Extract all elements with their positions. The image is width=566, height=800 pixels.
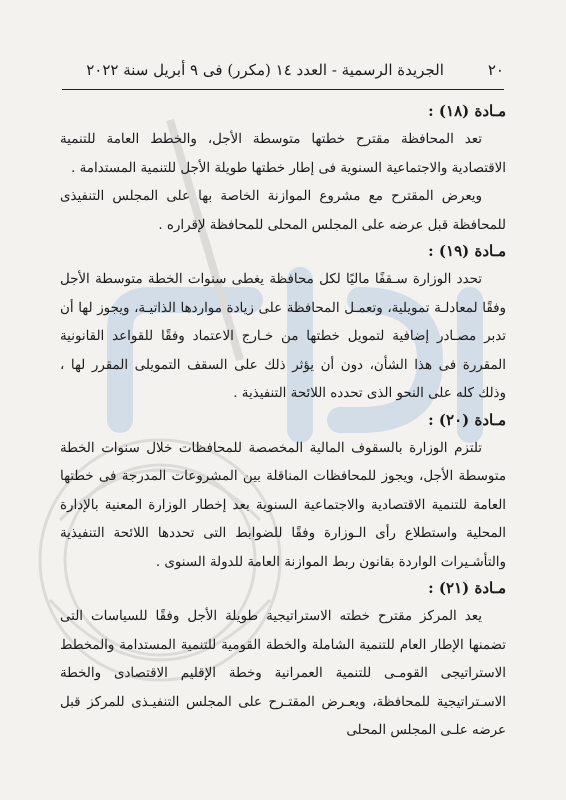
article-heading: مـادة (٢١) : — [428, 579, 506, 597]
article-21 — [60, 577, 506, 746]
article-paragraph: تحدد الوزارة سـقفًا ماليًا لكل محافظة يغطى سنوات الخطة متوسطة الأجل وفقًا لمعادلـة تمويلية، وتعمـل المحافظة على زيادة مواردها الذاتيـة، ويجوز لها أن تدبر مصـادر إضافية لتمويل خطتها من خـارج الاعتماد وفقًا للقواعد القانونية المقررة فى هذا الشأن، دون أن يؤثر ذلك على السقف التمويلى المقرر لها ، وذلك كله على النحو الذى تحدده اللائحة التنفيذية . — [60, 272, 506, 401]
running-title: الجريدة الرسمية - العدد ١٤ (مكرر) فى ٩ أبريل سنة ٢٠٢٢ — [86, 61, 444, 79]
article-paragraph: تلتزم الوزارة بالسقوف المالية المخصصة للمحافظات خلال سنوات الخطة متوسطة الأجل، ويجوز للمحافظات المناقلة بين المشروعات المدرجة فى خطتها العامة للتنمية الاقتصادية والاجتماعية السنوية بعد إخطار الوزارة المعنية بالإدارة المحلية واستطلاع رأى الـوزارة وفقًا للضوابط التى تحددها اللائحة التنفيذية والتأشـيرات الواردة بقانون ربط الموازنة العامة للدولة السنوى . — [60, 440, 506, 570]
article-19 — [60, 240, 506, 409]
header-divider — [62, 89, 504, 90]
article-paragraph: يعد المركز مقترح خطته الاستراتيجية طويلة الأجل وفقًا للسياسات التى تضمنها الإطار العام للتنمية الشاملة والخطة القومية للتنمية المستدامة والمخطط الاستراتيجى القومـى للتنمية العمرانية وخطة الإقليم الاقتصادى والخطة الاسـتراتيجية للمحافظة، ويعـرض المقتـرح على المجلس التنفيـذى للمركز قبل عرضه علـى المجلس المحلى — [60, 609, 506, 738]
article-paragraph: تعد المحافظة مقترح خطتها متوسطة الأجل، والخطط العامة للتنمية الاقتصادية والاجتماعية السنوية فى إطار خطتها طويلة الأجل للتنمية المستدامة . — [60, 132, 506, 176]
article-heading: مـادة (١٨) : — [428, 102, 506, 120]
page-header — [62, 58, 504, 82]
page-number: ٢٠ — [487, 61, 504, 79]
article-paragraph: ويعرض المقترح مع مشروع الموازنة الخاصة بها على المجلس التنفيذى للمحافظة قبل عرضه على المجلس المحلى للمحافظة لإقراره . — [60, 189, 506, 233]
article-heading: مـادة (٢٠) : — [428, 410, 506, 429]
article-18 — [60, 100, 506, 240]
article-heading: مـادة (١٩) : — [428, 242, 506, 260]
article-20 — [60, 409, 506, 578]
document-body — [60, 100, 506, 746]
